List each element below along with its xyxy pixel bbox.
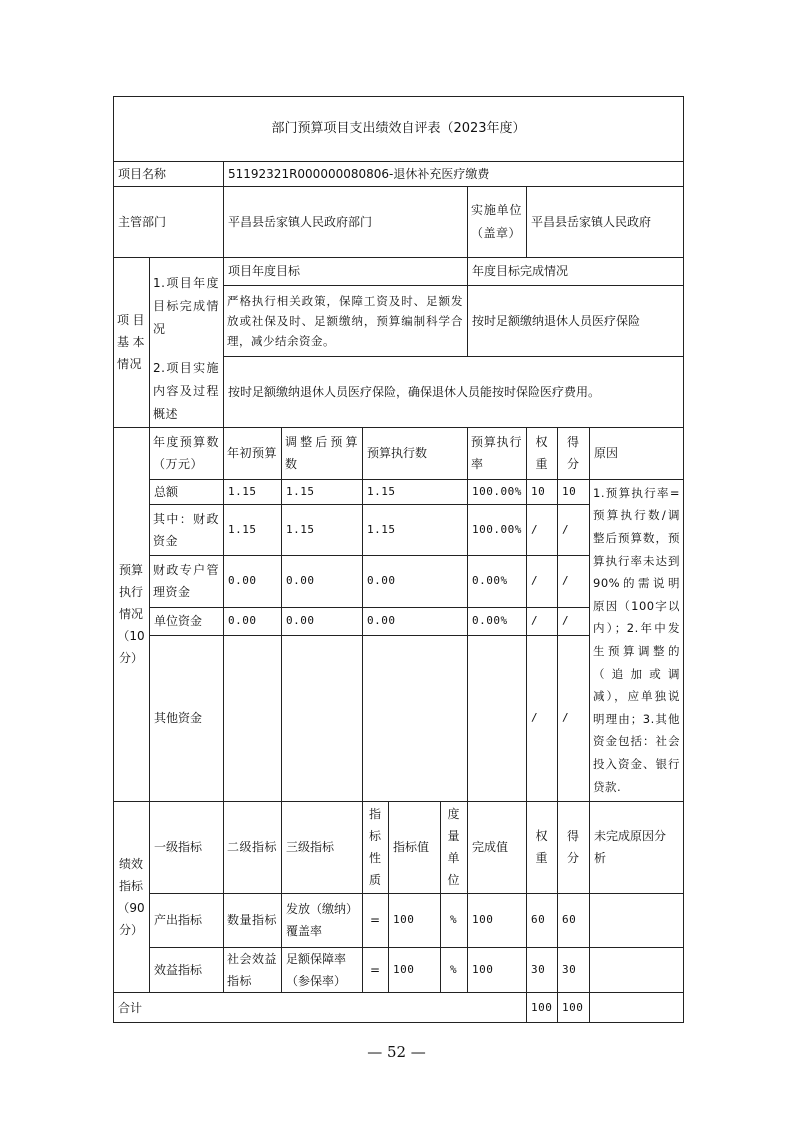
- perf-row-score: 60: [562, 913, 577, 926]
- table-title: 部门预算项目支出绩效自评表（2023年度）: [271, 120, 526, 136]
- perf-header-score: 得分: [566, 829, 579, 865]
- perf-row-nature: =: [369, 913, 381, 927]
- budget-row-executed: 1.15: [367, 484, 396, 498]
- budget-row-score: /: [562, 614, 570, 627]
- budget-row-label: 财政专户管理资金: [153, 563, 219, 599]
- budget-header-item: 年度预算数（万元）: [153, 435, 219, 471]
- budget-header-weight: 权重: [535, 435, 548, 471]
- budget-row-executed: 0.00: [367, 614, 396, 627]
- budget-row-score: /: [562, 574, 570, 587]
- budget-row-label: 其他资金: [154, 711, 203, 725]
- budget-row-weight: /: [531, 522, 539, 536]
- budget-row-weight: /: [531, 574, 539, 587]
- perf-row-weight: 30: [531, 962, 546, 976]
- budget-row-initial: 0.00: [228, 574, 257, 587]
- budget-row-score: 10: [562, 484, 577, 498]
- perf-header-level1: 一级指标: [154, 840, 203, 854]
- budget-row-initial: 0.00: [228, 614, 257, 627]
- budget-row-label: 总额: [154, 484, 179, 499]
- perf-row-value: 100: [393, 962, 415, 976]
- perf-header-done: 完成值: [472, 840, 509, 854]
- budget-row-initial: 1.15: [228, 484, 257, 498]
- budget-row-rate: 0.00%: [472, 614, 508, 627]
- budget-row-score: /: [562, 522, 570, 536]
- budget-row-adjusted: 1.15: [286, 484, 315, 498]
- budget-row-initial: 1.15: [228, 522, 257, 536]
- perf-section-label: 绩效指标（90分）: [117, 856, 145, 937]
- perf-row-reason: [589, 947, 684, 992]
- goal-label: 1.项目年度目标完成情况: [153, 276, 219, 336]
- perf-row-done: 100: [472, 962, 494, 976]
- perf-row-unit: %: [449, 962, 458, 976]
- impl-unit-label: 实施单位（盖章）: [471, 202, 522, 240]
- budget-row-label: 单位资金: [154, 614, 203, 628]
- total-score: 100: [562, 1000, 584, 1014]
- budget-row-score: /: [562, 711, 570, 724]
- total-label: 合计: [118, 1000, 143, 1015]
- perf-row-level2: 社会效益指标: [227, 951, 278, 988]
- perf-row-nature: =: [369, 962, 381, 977]
- total-weight: 100: [531, 1000, 553, 1014]
- impl-label: 2.项目实施内容及过程概述: [153, 361, 219, 421]
- budget-row-weight: /: [531, 614, 539, 627]
- impl-text: 按时足额缴纳退休人员医疗保险，确保退休人员能按时保险医疗费用。: [228, 384, 601, 399]
- perf-row-done: 100: [472, 913, 494, 926]
- budget-row-adjusted: 0.00: [286, 614, 315, 627]
- perf-header-unit: 度量单位: [447, 807, 460, 887]
- budget-row-weight: 10: [531, 484, 546, 498]
- budget-row-rate: 100.00%: [472, 522, 522, 536]
- perf-header-reason: 未完成原因分析: [594, 829, 667, 865]
- project-name-value: 51192321R000000080806-退休补充医疗缴费: [228, 166, 490, 181]
- budget-header-adjusted: 调整后预算数: [285, 435, 358, 471]
- perf-row-level3: 足额保障率（参保率）: [286, 951, 347, 988]
- completion-header: 年度目标完成情况: [472, 264, 569, 278]
- budget-row-executed: 0.00: [367, 574, 396, 587]
- basic-section-label: 项目基本情况: [117, 313, 145, 371]
- budget-header-reason: 原因: [594, 446, 619, 460]
- perf-row-unit: %: [449, 913, 458, 926]
- budget-section-label: 预算执行情况（10分）: [117, 563, 145, 665]
- perf-row-level1: 效益指标: [154, 962, 203, 977]
- budget-row-adjusted: 0.00: [286, 574, 315, 587]
- budget-row-rate: 100.00%: [472, 484, 522, 498]
- budget-header-score: 得分: [566, 435, 579, 471]
- perf-row-level2: 数量指标: [227, 913, 278, 927]
- perf-row-level1: 产出指标: [154, 913, 203, 927]
- goal-header: 项目年度目标: [228, 264, 301, 278]
- dept-label: 主管部门: [118, 214, 167, 229]
- project-name-label: 项目名称: [118, 166, 167, 181]
- perf-header-nature: 指标性质: [368, 807, 381, 887]
- perf-row-weight: 60: [531, 913, 546, 926]
- budget-header-initial: 年初预算: [227, 446, 278, 460]
- budget-row-label: 其中：财政资金: [153, 511, 219, 548]
- page-number: — 52 —: [367, 1043, 426, 1061]
- perf-header-level3: 三级指标: [286, 840, 335, 854]
- perf-header-weight: 权重: [535, 829, 548, 865]
- budget-reason-note: 1.预算执行率=预算执行数/调整后预算数，预算执行率未达到90%的需说明原因（100字以内）；2.年中发生预算调整的（追加或调减），应单独说明理由；3.其他资金包括：社会投入资金、银行贷款.: [593, 485, 680, 794]
- performance-evaluation-table: [113, 96, 684, 1023]
- dept-value: 平昌县岳家镇人民政府部门: [228, 214, 373, 229]
- goal-text: 严格执行相关政策，保障工资及时、足额发放或社保及时、足额缴纳，预算编制科学合理，减少结余资金。: [227, 293, 463, 348]
- perf-row-value: 100: [393, 913, 415, 926]
- budget-row-executed: 1.15: [367, 522, 396, 536]
- perf-row-score: 30: [562, 962, 577, 976]
- budget-row-adjusted: 1.15: [286, 522, 315, 536]
- budget-header-rate: 预算执行率: [471, 435, 522, 471]
- budget-header-executed: 预算执行数: [367, 446, 428, 460]
- perf-row-level3: 发放（缴纳）覆盖率: [286, 902, 359, 938]
- perf-header-level2: 二级指标: [227, 840, 278, 854]
- perf-header-value: 指标值: [393, 840, 430, 854]
- budget-row-rate: 0.00%: [472, 574, 508, 587]
- budget-row-weight: /: [531, 711, 539, 724]
- completion-text: 按时足额缴纳退休人员医疗保险: [472, 313, 641, 328]
- perf-row-reason: [589, 893, 684, 947]
- impl-unit-value: 平昌县岳家镇人民政府: [531, 214, 652, 229]
